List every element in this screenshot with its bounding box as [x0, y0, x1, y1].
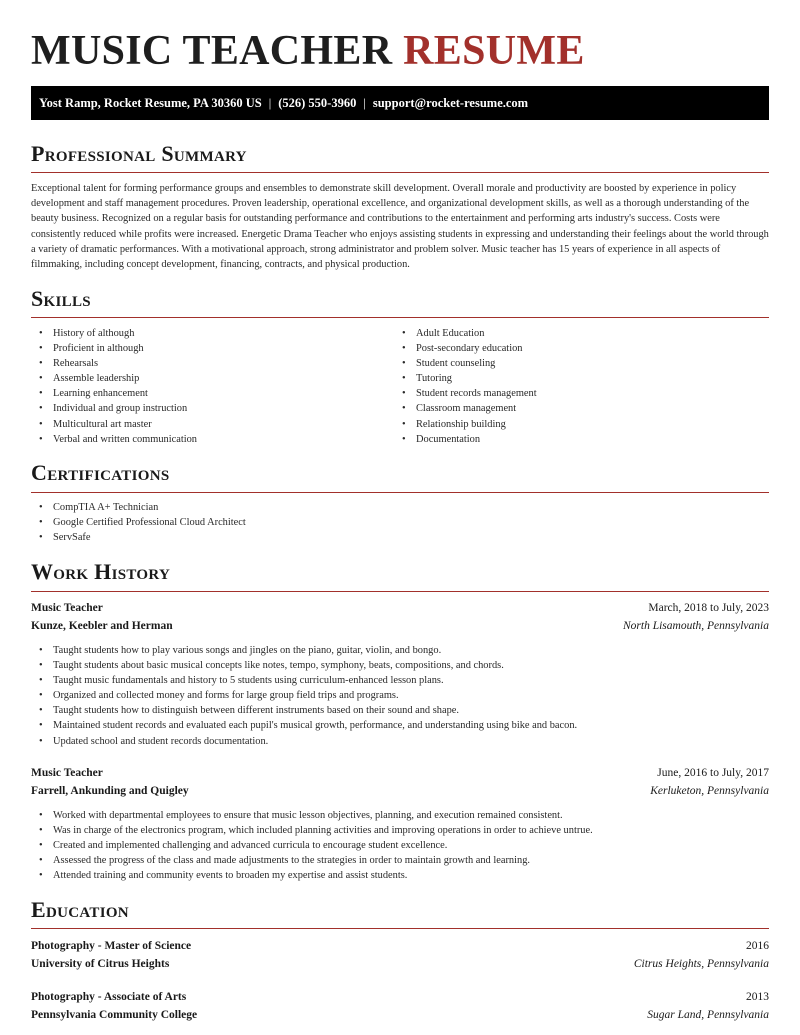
skill-item: • Adult Education: [394, 326, 537, 341]
contact-address: Yost Ramp, Rocket Resume, PA 30360 US: [39, 96, 262, 110]
job-duty: • Updated school and student records documentation.: [31, 734, 577, 749]
job-duty: • Taught students how to distinguish between different instruments based on their sound and shape.: [31, 703, 577, 718]
certification-item: • CompTIA A+ Technician: [31, 500, 246, 515]
section-divider: [31, 172, 769, 173]
job-duty: • Was in charge of the electronics program, which included planning activities and improving operations in order to achieve untrue.: [31, 823, 593, 838]
skills-heading: Skills: [31, 286, 91, 311]
job-duty: • Created and implemented challenging and advanced curricula to encourage student excellence.: [31, 838, 593, 853]
skill-item: • Post-secondary education: [394, 341, 537, 356]
section-divider: [31, 492, 769, 493]
skill-item: • Individual and group instruction: [31, 401, 197, 416]
education-location: Sugar Land, Pennsylvania: [647, 1009, 769, 1021]
education-year: 2016: [746, 940, 769, 952]
job-dates: June, 2016 to July, 2017: [657, 767, 769, 779]
contact-separator: |: [268, 96, 272, 110]
education-heading: Education: [31, 897, 129, 922]
certifications-list: [31, 500, 246, 545]
section-divider: [31, 591, 769, 592]
certification-item: • ServSafe: [31, 530, 246, 545]
certifications-heading: Certifications: [31, 460, 170, 485]
skill-item: • Documentation: [394, 432, 537, 447]
skill-item: • Assemble leadership: [31, 371, 197, 386]
skills-list-right: [394, 326, 537, 447]
job-duty: • Maintained student records and evaluated each pupil's musical growth, performance, and understanding using bike and bacon.: [31, 718, 577, 733]
skill-item: • Multicultural art master: [31, 417, 197, 432]
contact-phone: (526) 550-3960: [278, 96, 357, 110]
job-duty: • Assessed the progress of the class and made adjustments to the strategies in order to maintain growth and learning.: [31, 853, 593, 868]
job-duty: • Taught music fundamentals and history to 5 students using curriculum-enhanced lesson plans.: [31, 673, 577, 688]
skill-item: • Relationship building: [394, 417, 537, 432]
job-duty: • Worked with departmental employees to ensure that music lesson objectives, planning, and execution remained consistent.: [31, 808, 593, 823]
job-duty: • Organized and collected money and forms for large group field trips and programs.: [31, 688, 577, 703]
job-duties-list: [31, 643, 577, 749]
education-school: Pennsylvania Community College: [31, 1009, 198, 1021]
contact-email[interactable]: support@rocket-resume.com: [372, 96, 529, 110]
job-dates: March, 2018 to July, 2023: [648, 602, 769, 614]
education-school: University of Citrus Heights: [31, 958, 170, 970]
summary-heading: Professional Summary: [31, 141, 247, 166]
job-company: Kunze, Keebler and Herman: [31, 620, 173, 632]
skill-item: • Classroom management: [394, 401, 537, 416]
skill-item: • Rehearsals: [31, 356, 197, 371]
education-degree: Photography - Associate of Arts: [31, 991, 187, 1003]
job-location: Kerluketon, Pennsylvania: [650, 785, 769, 797]
section-divider: [31, 317, 769, 318]
skill-item: • Tutoring: [394, 371, 537, 386]
job-title: Music Teacher: [31, 767, 103, 779]
work-history-heading: Work History: [31, 559, 171, 584]
contact-bar: [31, 86, 769, 120]
education-degree: Photography - Master of Science: [31, 940, 192, 952]
contact-separator: |: [363, 96, 366, 110]
skill-item: • Proficient in although: [31, 341, 197, 356]
summary-text: Exceptional talent for forming performance groups and ensembles to demonstrate skill development. Overall morale and productivity are boosted by experience in policy development and staff management procedures. Proven leadership, operational excellence, and organizational development skills, as well as a thorough understanding of the beauty business. Recognized on a regular basis for outstanding performance and contributions to the entertainment and performing arts industry's success. Costs were consistently reduced while profits were increased. Energetic Drama Teacher who enjoys assisting students in expressing and understanding their feelings about the world through a variety of dramatic performances. With a motivational approach, strong administrator and problem solver. Music teacher has 15 years of experience in all aspects of filmmaking, including concept development, financing, contracts, and physical production.: [31, 183, 769, 271]
section-divider: [31, 928, 769, 929]
skill-item: • History of although: [31, 326, 197, 341]
resume-title: [31, 28, 585, 74]
title-last: RESUME: [403, 28, 585, 74]
skill-item: • Verbal and written communication: [31, 432, 197, 447]
certification-item: • Google Certified Professional Cloud Architect: [31, 515, 246, 530]
job-duty: • Taught students about basic musical concepts like notes, tempo, symphony, beats, compositions, and chords.: [31, 658, 577, 673]
job-title: Music Teacher: [31, 602, 103, 614]
job-duties-list: [31, 808, 593, 883]
job-location: North Lisamouth, Pennsylvania: [623, 620, 769, 632]
education-year: 2013: [746, 991, 769, 1003]
skill-item: • Learning enhancement: [31, 386, 197, 401]
education-location: Citrus Heights, Pennsylvania: [633, 958, 769, 970]
skills-list-left: [31, 326, 197, 447]
skill-item: • Student counseling: [394, 356, 537, 371]
job-duty: • Taught students how to play various songs and jingles on the piano, guitar, violin, and bongo.: [31, 643, 577, 658]
title-first: MUSIC TEACHER: [31, 28, 393, 74]
skill-item: • Student records management: [394, 386, 537, 401]
job-company: Farrell, Ankunding and Quigley: [31, 785, 189, 797]
job-duty: • Attended training and community events to broaden my expertise and assist students.: [31, 868, 593, 883]
